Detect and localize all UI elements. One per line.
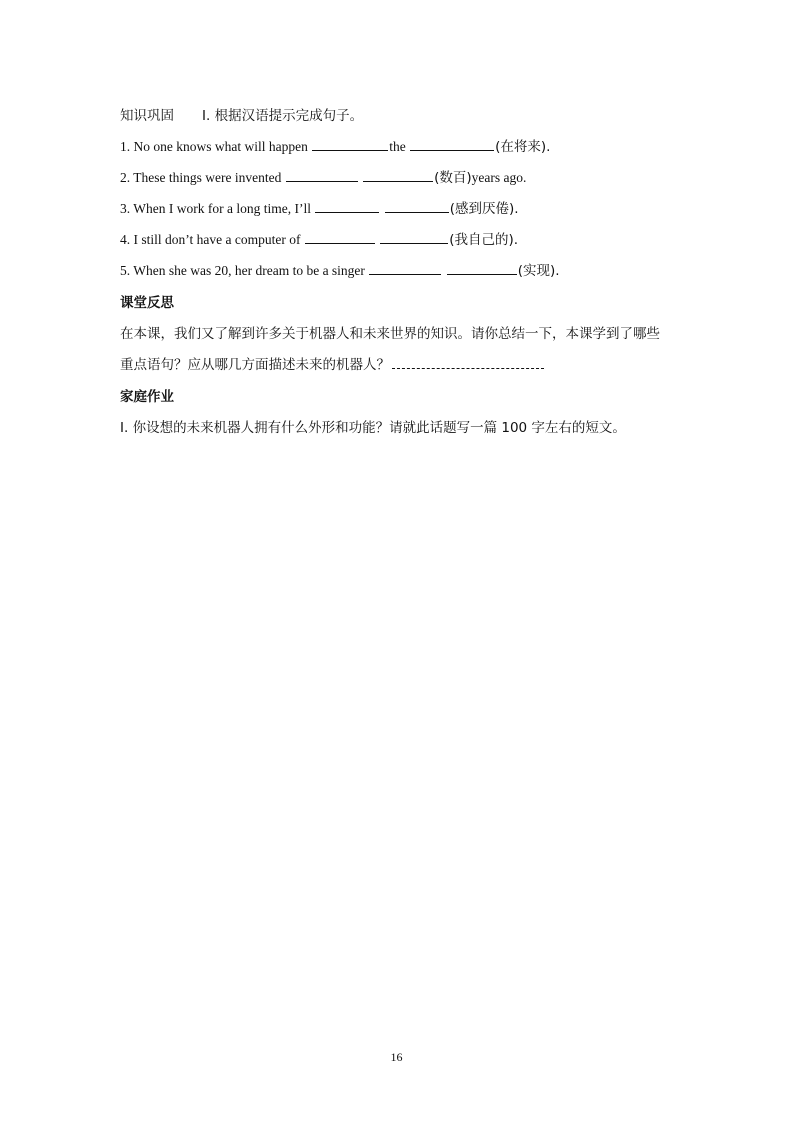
section-heading-homework: 家庭作业 — [120, 389, 174, 405]
exercise-item-1 — [120, 135, 550, 155]
answer-blank[interactable] — [363, 180, 433, 182]
exercise-item-4 — [120, 228, 518, 248]
item-text: 4. I still don’t have a computer of — [120, 232, 301, 247]
exercise-item-2 — [120, 166, 526, 186]
answer-blank[interactable] — [286, 180, 358, 182]
item-text: 2. These things were invented — [120, 170, 282, 185]
answer-blank[interactable] — [369, 273, 441, 275]
exercise-heading-line — [120, 104, 363, 124]
chinese-hint: (我自己的). — [449, 232, 519, 248]
answer-blank[interactable] — [410, 149, 494, 151]
chinese-hint: (实现). — [517, 263, 560, 279]
answer-blank[interactable] — [315, 211, 379, 213]
exercise-item-5 — [120, 259, 560, 279]
exercise-item-3 — [120, 197, 519, 217]
section-heading-consolidation: 知识巩固 — [120, 108, 174, 124]
item-text: the — [389, 139, 406, 154]
chinese-hint: (感到厌倦). — [449, 201, 519, 217]
answer-blank[interactable] — [392, 367, 544, 369]
exercise-instruction: I. 根据汉语提示完成句子。 — [202, 108, 364, 124]
reflection-text-line-1: 在本课，我们又了解到许多关于机器人和未来世界的知识。请你总结一下，本课学到了哪些 — [120, 326, 660, 342]
item-text: years ago. — [471, 170, 527, 185]
answer-blank[interactable] — [380, 242, 448, 244]
answer-blank[interactable] — [312, 149, 388, 151]
answer-blank[interactable] — [385, 211, 449, 213]
answer-blank[interactable] — [305, 242, 375, 244]
item-text: 5. When she was 20, her dream to be a singer — [120, 263, 365, 278]
answer-blank[interactable] — [447, 273, 517, 275]
item-text: 3. When I work for a long time, I’ll — [120, 201, 311, 216]
item-text: 1. No one knows what will happen — [120, 139, 308, 154]
chinese-hint: (在将来). — [495, 139, 551, 155]
section-heading-reflection: 课堂反思 — [120, 295, 174, 311]
homework-text-line-1: I. 你设想的未来机器人拥有什么外形和功能？请就此话题写一篇 100 字左右的短文。 — [120, 420, 626, 436]
reflection-text-line-2-row — [120, 353, 544, 373]
reflection-text-line-2: 重点语句？应从哪几方面描述未来的机器人？ — [120, 357, 390, 373]
chinese-hint: (数百) — [434, 170, 472, 186]
page-number: 16 — [390, 1050, 403, 1064]
